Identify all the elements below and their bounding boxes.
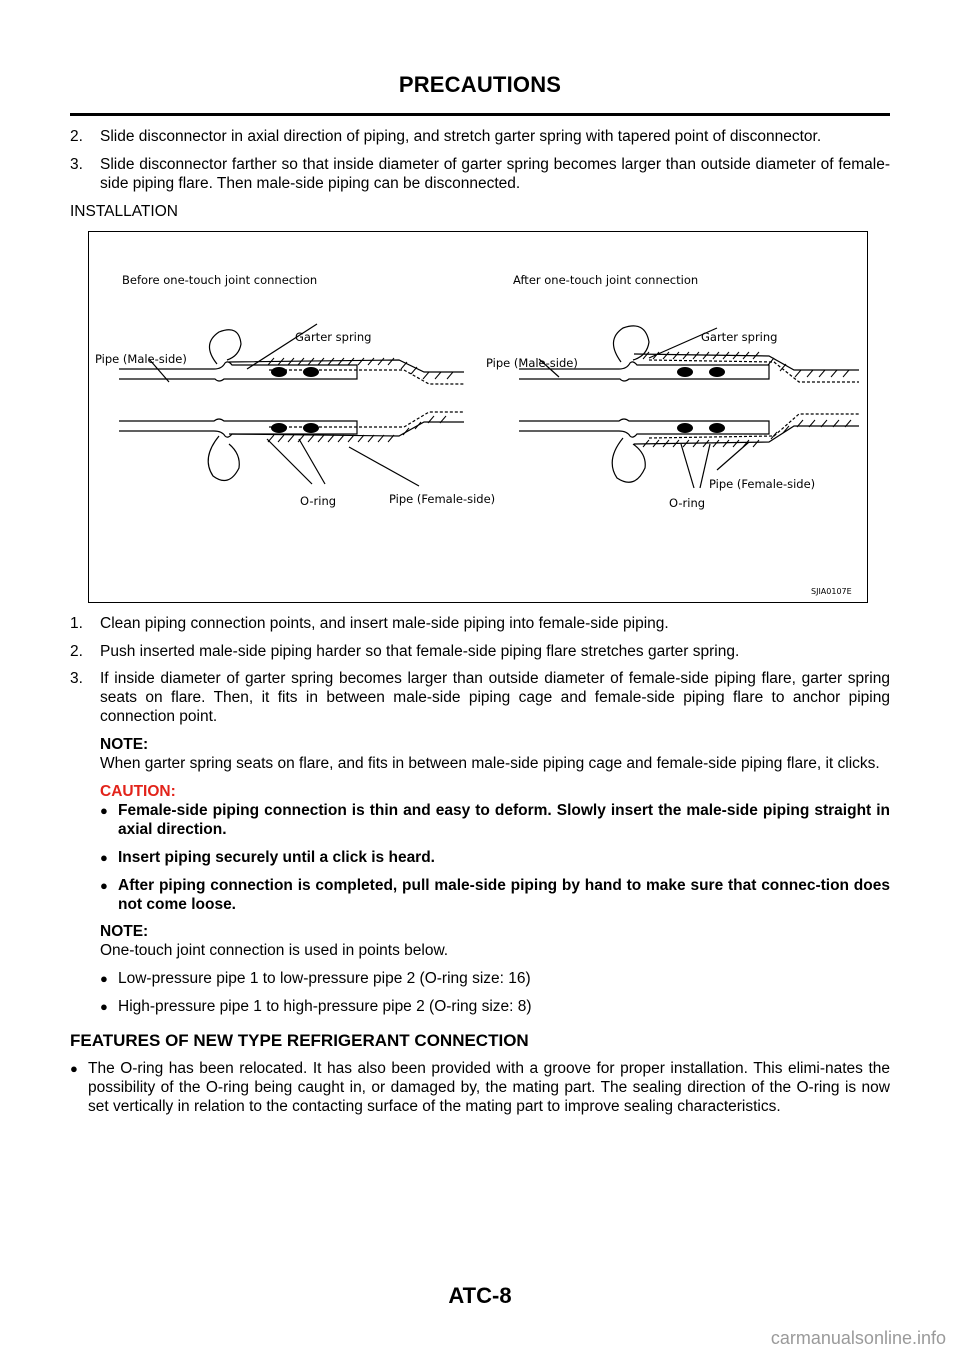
- install-step: [70, 643, 890, 662]
- label-pipe-male-left: Pipe (Male-side): [95, 351, 187, 366]
- caution-text: After piping connection is completed, pull male-side piping by hand to make sure that connec-tion does not come loose.: [118, 876, 890, 913]
- step-text: If inside diameter of garter spring becomes larger than outside diameter of female-side piping flare, garter spring seats on flare. Then, it fits in between male-side piping cage and female-side piping flare to anchor piping connection point.: [100, 670, 890, 726]
- label-pipe-female-left: Pipe (Female-side): [389, 491, 496, 506]
- label-o-ring-right: O-ring: [669, 495, 706, 510]
- caution-text: Insert piping securely until a click is heard.: [118, 848, 435, 866]
- o-ring-shape: [677, 367, 693, 377]
- note-item-text: Low-pressure pipe 1 to low-pressure pipe 2 (O-ring size: 16): [118, 970, 531, 988]
- bullet-dot-icon: ●: [100, 802, 108, 818]
- intro-step: [70, 156, 890, 194]
- step-text: Clean piping connection points, and insert male-side piping into female-side piping.: [100, 614, 669, 632]
- header-divider: [70, 113, 890, 116]
- figure-id: SJIA0107E: [811, 586, 852, 596]
- step-text: Slide disconnector in axial direction of piping, and stretch garter spring with tapered point of disconnector.: [100, 128, 822, 145]
- note-label: NOTE:: [100, 923, 149, 941]
- page-header-title: PRECAUTIONS: [398, 72, 562, 97]
- installation-label: INSTALLATION: [70, 202, 178, 220]
- o-ring-shape: [303, 367, 319, 377]
- install-step: [70, 615, 890, 634]
- bullet-dot-icon: ●: [70, 1060, 78, 1076]
- caution-text: Female-side piping connection is thin and easy to deform. Slowly insert the male-side piping straight in axial direction.: [118, 801, 890, 838]
- o-ring-shape: [271, 423, 287, 433]
- caution-item: [100, 849, 890, 868]
- label-o-ring-left: O-ring: [300, 493, 337, 508]
- step-number: 3.: [70, 155, 83, 173]
- note-item: [100, 970, 890, 989]
- page-content: [70, 128, 890, 1125]
- caution-item: [100, 802, 890, 840]
- install-step: [70, 670, 890, 727]
- features-item: [70, 1060, 890, 1117]
- o-ring-shape: [271, 367, 287, 377]
- note-text: When garter spring seats on flare, and fits in between male-side piping cage and female-side piping flare, it clicks.: [100, 755, 880, 773]
- features-text: The O-ring has been relocated. It has also been provided with a groove for proper installation. This elimi-nates the possibility of the O-ring being caught in, or damaged by, the mating part. The sealing direction of the O-ring is now set vertically in relation to the contacting surface of the mating part to improve sealing characteristics.: [88, 1059, 890, 1115]
- intro-step: [70, 128, 890, 147]
- features-heading: FEATURES OF NEW TYPE REFRIGERANT CONNECTION: [70, 1031, 529, 1051]
- label-garter-spring-left: Garter spring: [295, 329, 372, 344]
- o-ring-shape: [709, 367, 725, 377]
- bullet-dot-icon: ●: [100, 999, 108, 1015]
- note-item-text: High-pressure pipe 1 to high-pressure pipe 2 (O-ring size: 8): [118, 998, 532, 1016]
- step-text: Push inserted male-side piping harder so that female-side piping flare stretches garter spring.: [100, 642, 740, 660]
- one-touch-joint-figure: [88, 231, 868, 603]
- bullet-dot-icon: ●: [100, 971, 108, 987]
- label-garter-spring-right: Garter spring: [701, 329, 778, 344]
- step-number: 2.: [70, 128, 83, 145]
- note-block: [100, 736, 890, 1017]
- label-pipe-male-right: Pipe (Male-side): [486, 355, 578, 370]
- caution-label: CAUTION:: [100, 782, 176, 800]
- joint-diagram: [89, 232, 869, 604]
- step-number: 2.: [70, 642, 83, 660]
- o-ring-shape: [303, 423, 319, 433]
- watermark: carmanualsonline.info: [770, 1328, 946, 1348]
- bullet-dot-icon: ●: [100, 877, 108, 893]
- step-number: 1.: [70, 614, 83, 632]
- note-text: One-touch joint connection is used in points below.: [100, 942, 449, 960]
- o-ring-shape: [677, 423, 693, 433]
- step-number: 3.: [70, 670, 83, 688]
- figure-right-title: After one-touch joint connection: [513, 272, 699, 287]
- figure-left-title: Before one-touch joint connection: [122, 272, 318, 287]
- label-pipe-female-right: Pipe (Female-side): [709, 476, 816, 491]
- note-label: NOTE:: [100, 736, 149, 754]
- note-item: [100, 998, 890, 1017]
- caution-item: [100, 877, 890, 915]
- step-text: Slide disconnector farther so that inside diameter of garter spring becomes larger than outside diameter of female-side piping flare. Then male-side piping can be disconnected.: [100, 155, 890, 192]
- bullet-dot-icon: ●: [100, 849, 108, 865]
- page-number: ATC-8: [448, 1283, 512, 1308]
- o-ring-shape: [709, 423, 725, 433]
